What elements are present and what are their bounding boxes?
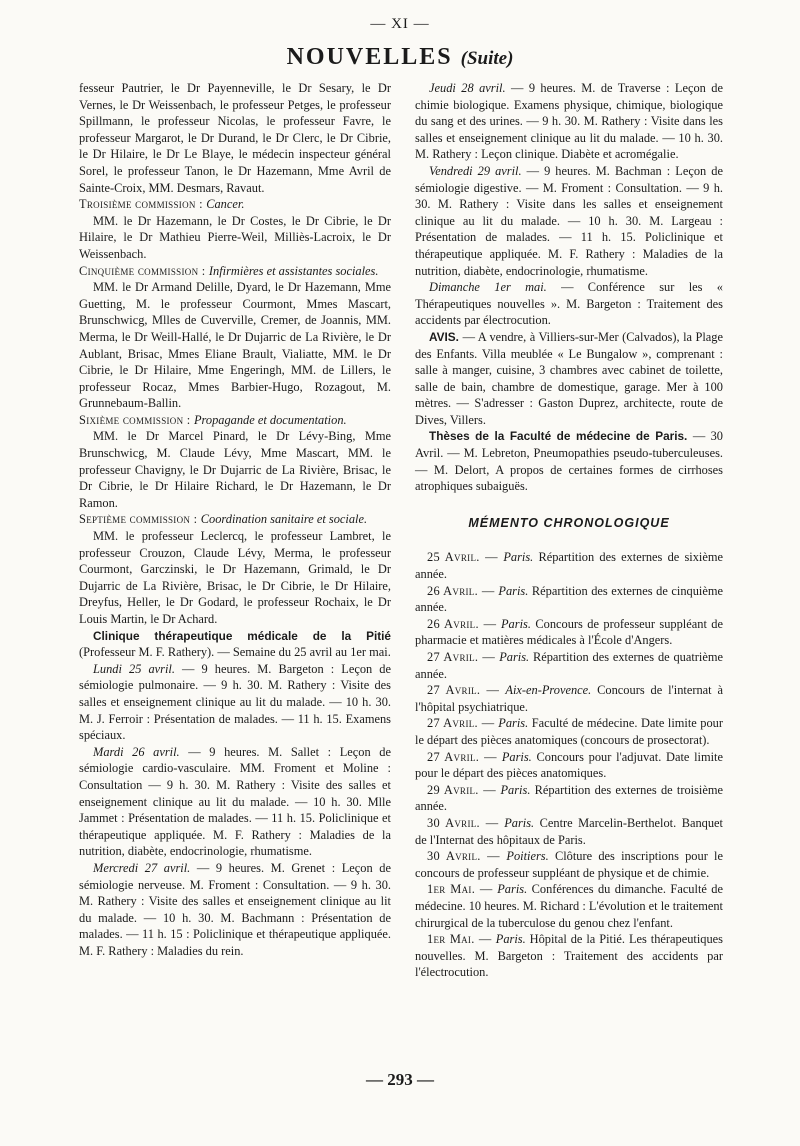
memento-entry (415, 848, 723, 881)
left-day (79, 744, 391, 860)
schedule-text: — 9 heures. M. Sallet : Leçon de sémiologie cardio-vasculaire. MM. Froment et Moline : Consultation — 9 h. 30. M. Rathery : Visite des salles et enseignement clinique au lit du malade. — 10 h. 30. Mlle Jammet : Présentation de malades. — 11 h. 15. Policlinique et thérapeutique appliquée. M. F. Rathery : Maladies de la nutrition, diabète, endocrinologie, rhumatisme. (79, 744, 391, 859)
commission-topic: Propagande et documentation. (193, 412, 347, 427)
memento-entry (415, 749, 723, 782)
memento-text: Concours pour l'adjuvat. Date limite pour le départ des pièces anatomiques. (415, 749, 724, 781)
memento-date: 27 Avril. — (427, 716, 499, 731)
left-bold-lead (79, 628, 391, 661)
memento-date: 1er Mai. — (427, 882, 498, 897)
memento-place: Paris. (497, 882, 532, 897)
left-column (79, 80, 391, 959)
schedule-text: — 9 heures. M. Grenet : Leçon de sémiologie nerveuse. M. Froment : Consultation. — 9 h. 30. M. Rathery : Visite des salles et enseignement clinique au lit du malade. — 10 h. 30. M. Bachmann : Présentation de malades. — 11 h. 15 : Policlinique et thérapeutique appliquée. M. F. Rathery : Maladies du rein. (79, 860, 391, 958)
paragraph-text: MM. le Dr Armand Delille, Dyard, le Dr Hazemann, Mme Guetting, M. le professeur Courmont, Mmes Mascart, Brunschwicg, Mlles de Cuverville, Cremer, de Joannis, MM. Merma, le Dr Weill-Hallé, le Dr Dujarric de La Rivière, le Dr Aublant, Brisac, Mmes Eliane Brault, Vialiatte, MM. le Dr Cibrie, le Dr Hilaire, Mme Engeringh, MM. de Lillers, le professeur Rocaz, Mmes Barbier-Hugo, Rozagout, M. Grunnebaum-Ballin. (79, 280, 391, 411)
schedule-day: Mercredi 27 avril. (93, 860, 197, 875)
paragraph-text: fesseur Pautrier, le Dr Payenneville, le Dr Sesary, le Dr Vernes, le Dr Weissenbach, le professeur Petges, le professeur Spillmann, le professeur Nicolas, le professeur Favre, le professeur Margarot, le Dr Durand, le Dr Clerc, le Dr Cibrie, le Dr Hilaire, le Dr Le Blaye, le médecin inspecteur général Sorel, le professeur Tanon, le Dr Hazemann, Mme Avril de Sainte-Croix, MM. Desmars, Ravaut. (79, 81, 391, 195)
schedule-text: — 9 heures. M. Bachman : Leçon de sémiologie digestive. — M. Froment : Consultation. — 9 h. 30. M. Rathery : Visite dans les salles et enseignement clinique au lit du malade. — 10 h. 30. M. Largeau : Présentation de malades. — 11 h. 15. Policlinique et thérapeutique appliquée. M. F. Rathery : Maladies de la nutrition, diabète, endocrinologie, rhumatisme. (415, 163, 723, 278)
memento-date: 26 Avril. — (427, 616, 501, 631)
memento-text: Centre Marcelin-Berthelot. Banquet de l'Internat des hôpitaux de Paris. (415, 815, 723, 847)
memento-text: Répartition des externes de sixième année. (415, 550, 723, 582)
memento-place: Paris. (503, 550, 539, 565)
memento-entry (415, 549, 723, 582)
page-number: — 293 — (366, 1070, 434, 1089)
memento-entry (415, 616, 723, 649)
paragraph-text: MM. le professeur Leclercq, le professeur Lambret, le professeur Crouzon, Claude Lévy, Merma, le professeur Courmont, Garczinski, le Dr Hazemann, Grimald, le Dr Dujarric de La Rivière, Brisac, le Dr Cibrie, le Dr Hilaire, Dreyfus, Heller, le Dr Godard, le professeur Rochaix, le Dr Louis Martin, le Dr Achard. (79, 529, 391, 626)
page-heading (0, 44, 800, 71)
notice-text: (Professeur M. F. Rathery). — Semaine du 25 avril au 1er mai. (79, 645, 391, 660)
heading-suite: (Suite) (460, 48, 514, 69)
memento-place: Paris. (495, 932, 530, 947)
schedule-text: — Conférence sur les « Thérapeutiques nouvelles ». M. Bargeton : Traitement des accidents par électrocution. (415, 280, 723, 328)
memento-text: Répartition des externes de quatrième année. (415, 650, 723, 681)
schedule-day: Vendredi 29 avril. (429, 163, 527, 178)
memento-place: Paris. (501, 749, 537, 764)
memento-entry (415, 815, 723, 848)
commission-topic: Cancer. (206, 197, 245, 212)
memento-list (415, 549, 723, 980)
memento-text: Concours de professeur suppléant de pharmacie et matières médicales à l'École d'Angers. (415, 616, 723, 648)
right-day (415, 279, 723, 329)
memento-text: Hôpital de la Pitié. Les thérapeutiques nouvelles. M. Bargeton : Traitement des accidents par l'électrocution. (415, 932, 724, 980)
left-para (79, 279, 391, 412)
notice-text: — A vendre, à Villiers-sur-Mer (Calvados), la Plage des Enfants. Villa meublée « Le Bungalow », comprenant : salle à manger, cuisine, 3 chambres avec cabinet de toilette, salle de bain, chambre de domestique, garage. Mer à 100 mètres. — S'adresser : Gaston Duprez, architecte, route de Dives, Villers. (415, 329, 723, 427)
roman-page-number: — XI — (370, 16, 430, 32)
memento-date: 27 Avril. — (427, 650, 500, 664)
schedule-text: — 9 heures. M. Bargeton : Leçon de sémiologie pulmonaire. — 9 h. 30. M. Rathery : Visite des salles et enseignement clinique au lit du malade. — 10 h. 30. M. J. Ferroir : Présentation de malades. — 11 h. 15. Examens spéciaux. (79, 661, 391, 743)
schedule-day: Lundi 25 avril. (93, 661, 183, 676)
memento-title: MÉMENTO CHRONOLOGIQUE (468, 515, 670, 530)
memento-date: 30 Avril. — (427, 849, 507, 864)
memento-text: Répartition des externes de troisième année. (415, 782, 723, 814)
right-bold-lead (415, 329, 723, 429)
right-column-notices (415, 80, 723, 495)
memento-date: 25 Avril. — (427, 550, 504, 565)
memento-place: Paris. (498, 716, 532, 731)
notice-heading: Thèses de la Faculté de médecine de Paris. (429, 429, 693, 444)
memento-place: Poitiers. (506, 849, 555, 864)
memento-place: Paris. (500, 616, 536, 631)
left-plain (79, 80, 391, 196)
memento-date: 29 Avril. — (427, 782, 501, 797)
left-day (79, 860, 391, 960)
paragraph-text: MM. le Dr Hazemann, le Dr Costes, le Dr Cibrie, le Dr Hilaire, le Dr Mathieu Pierre-Weil, Milliès-Lacroix, le Dr Weissenbach. (79, 213, 391, 261)
memento-text: Conférences du dimanche. Faculté de médecine. 10 heures. M. Richard : L'évolution et le traitement chirurgical de la tuberculose du genou chez l'enfant. (415, 882, 723, 930)
left-para (79, 528, 391, 628)
right-column (415, 80, 723, 981)
notice-heading: Clinique thérapeutique médicale de la Pitié (93, 628, 391, 643)
commission-label: Cinquième commission : (79, 263, 209, 278)
memento-place: Paris. (499, 650, 533, 664)
memento-text: Répartition des externes de cinquième année. (415, 583, 723, 615)
paragraph-text: MM. le Dr Marcel Pinard, le Dr Lévy-Bing, Mme Brunschwicg, M. Claude Lévy, Mme Mascart, MM. le professeur Chavigny, le Dr Dujarric de La Rivière, Brisac, le Dr Cibrie, le Dr Hilaire Richard, le Dr Hazemann, le Dr Ramon. (79, 429, 391, 510)
memento-text: Clôture des inscriptions pour le concours de professeur suppléant de physique et de chimie. (415, 849, 723, 880)
left-commission (79, 196, 391, 213)
memento-place: Paris. (498, 583, 532, 598)
memento-text: Concours de l'internat à l'hôpital psychiatrique. (415, 683, 723, 714)
schedule-text: — 9 heures. M. de Traverse : Leçon de chimie biologique. Examens physique, chimique, biologique du sang et des urines. — 9 h. 30. M. Rathery : Visite dans les salles et enseignement clinique au lit du malade. — 10 h. 30. M. Rathery : Leçon clinique. Diabète et acromégalie. (415, 81, 723, 162)
commission-label: Septième commission : (79, 512, 201, 527)
right-bold-lead (415, 428, 723, 494)
memento-place: Paris. (500, 782, 535, 797)
memento-date: 27 Avril. — (427, 683, 506, 698)
memento-entry (415, 782, 723, 815)
memento-entry (415, 881, 723, 931)
left-para (79, 213, 391, 263)
memento-text: Faculté de médecine. Date limite pour le départ des pièces anatomiques (concours de prosectorat). (415, 716, 724, 747)
memento-entry (415, 649, 723, 682)
memento-entry (415, 715, 723, 748)
memento-entry (415, 583, 723, 616)
schedule-day: Dimanche 1er mai. (429, 280, 562, 295)
right-day (415, 163, 723, 279)
commission-topic: Coordination sanitaire et sociale. (200, 512, 368, 527)
notice-text: — 30 Avril. — M. Lebreton, Pneumopathies pseudo-tuberculeuses. — M. Delort, A propos de certaines formes de cirrhoses atrophiques subaiguës. (415, 429, 724, 494)
right-day (415, 80, 723, 163)
commission-label: Troisième commission : (79, 197, 207, 212)
left-commission (79, 511, 391, 528)
left-day (79, 661, 391, 744)
left-para (79, 428, 391, 511)
notice-heading: AVIS. (429, 329, 463, 344)
schedule-day: Jeudi 28 avril. (429, 81, 511, 95)
left-commission (79, 263, 391, 280)
memento-date: 27 Avril. — (427, 749, 502, 764)
left-commission (79, 412, 391, 429)
commission-label: Sixième commission : (79, 412, 194, 427)
memento-date: 26 Avril. — (427, 583, 499, 598)
memento-place: Aix-en-Provence. (505, 683, 598, 698)
commission-topic: Infirmières et assistantes sociales. (208, 263, 379, 278)
memento-entry (415, 931, 723, 981)
memento-date: 1er Mai. — (427, 932, 496, 947)
heading-title: NOUVELLES (286, 44, 453, 70)
memento-date: 30 Avril. — (427, 815, 505, 830)
memento-entry (415, 682, 723, 715)
memento-place: Paris. (504, 815, 540, 830)
schedule-day: Mardi 26 avril. (93, 744, 189, 759)
